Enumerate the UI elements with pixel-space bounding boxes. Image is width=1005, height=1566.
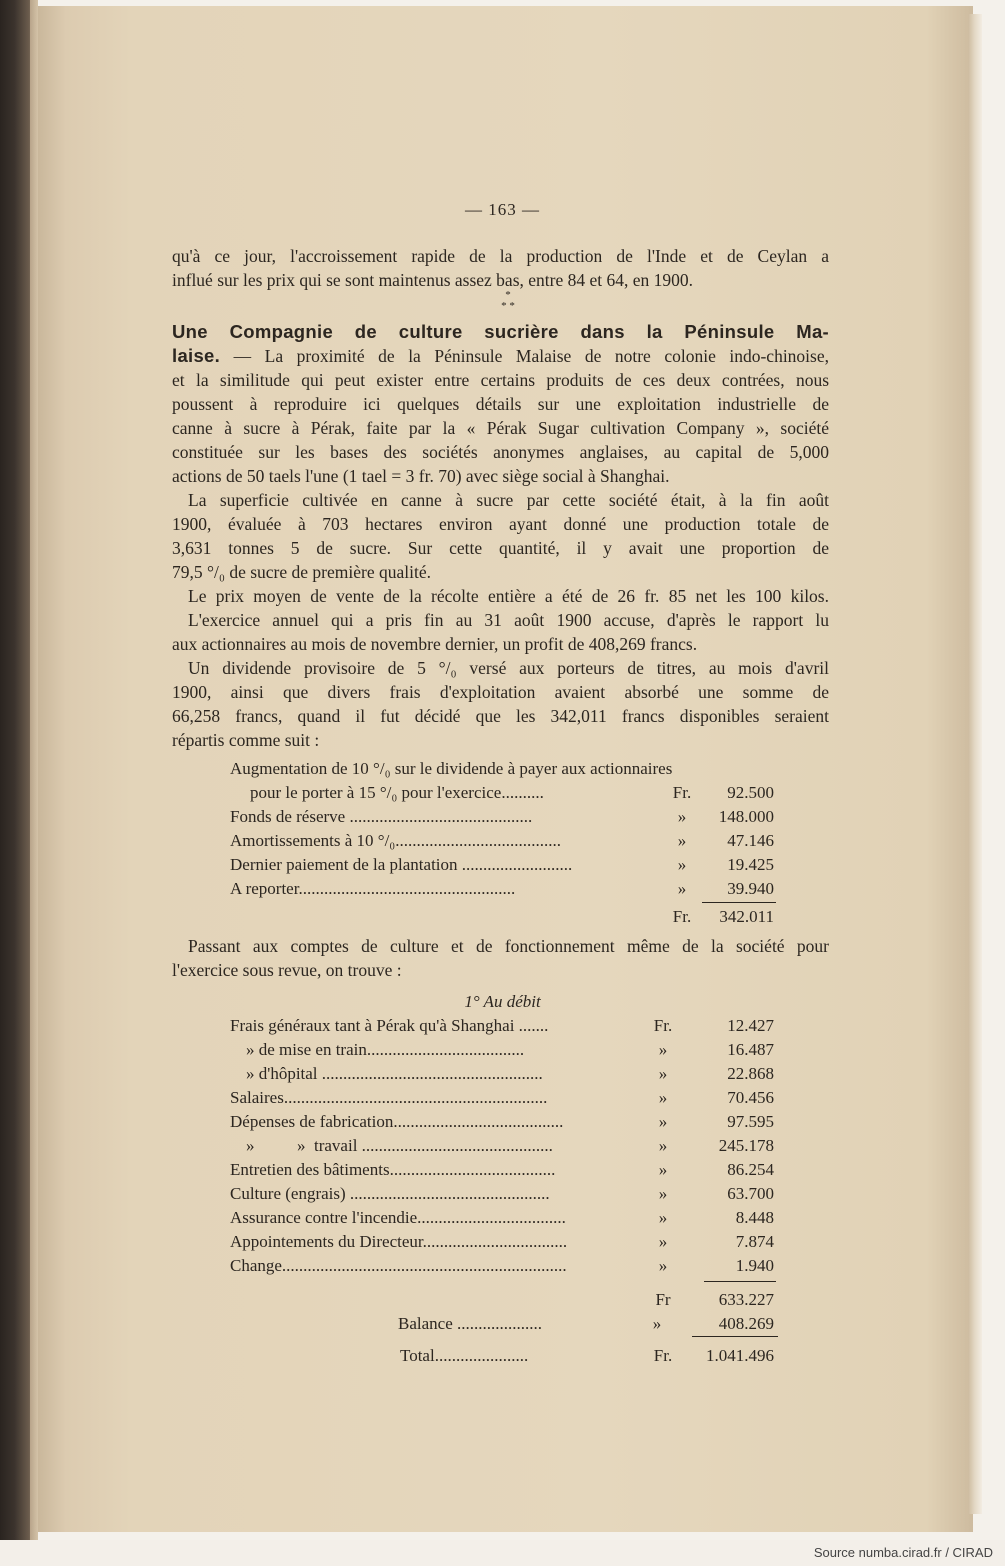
sum-rule — [702, 902, 776, 903]
table-row-label: Augmentation de 10 °/₀ sur le dividende à payer aux actionnaires — [230, 759, 673, 778]
subtotal-unit: Fr — [655, 1290, 671, 1309]
table-row-label: Culture (engrais) ............................................... — [230, 1184, 550, 1203]
table-row-label: Frais généraux tant à Pérak qu'à Shanghai ....... — [230, 1016, 549, 1035]
text-line: poussent à reproduire ici quelques détails sur une exploitation industrielle de — [172, 394, 829, 414]
table-row-label: Change................................................................... — [230, 1256, 567, 1275]
table-row-unit: » — [658, 1256, 668, 1275]
table-row-unit: » — [658, 1064, 668, 1083]
table-row-unit: Fr. — [672, 783, 692, 802]
total-unit: Fr. — [672, 907, 692, 926]
text-line: — La proximité de la Péninsule Malaise de notre colonie indo-chinoise, — [220, 346, 829, 366]
section-heading: Une Compagnie de culture sucrière dans la Péninsule Ma- — [172, 321, 829, 342]
text-line: l'exercice sous revue, on trouve : — [172, 960, 402, 980]
paragraph-surface — [172, 488, 829, 584]
text-line: 3,631 tonnes 5 de sucre. Sur cette quantité, il y avait une proportion de — [172, 538, 829, 558]
total-unit: Fr. — [653, 1346, 673, 1365]
text-line: qu'à ce jour, l'accroissement rapide de la production de l'Inde et de Ceylan a — [172, 246, 829, 266]
subtotal-amount: 633.227 — [718, 1290, 774, 1309]
total-amount: 342.011 — [719, 907, 774, 926]
section-separator-stars: * * * — [501, 289, 515, 312]
debit-title: 1° Au débit — [464, 992, 541, 1011]
table-row-amount: 86.254 — [727, 1160, 774, 1179]
section-heading-end: laise. — [172, 345, 221, 366]
table-row-amount: 47.146 — [727, 831, 774, 850]
table-row-unit: » — [658, 1208, 668, 1227]
text-line: La superficie cultivée en canne à sucre par cette société était, à la fin août — [188, 490, 829, 510]
table-row-unit: Fr. — [653, 1016, 673, 1035]
paragraph-price — [172, 584, 829, 608]
table-row-label: » » travail ............................................. — [246, 1136, 553, 1155]
balance-label: Balance .................... — [398, 1314, 542, 1333]
text-line: constituée sur les bases des sociétés anonymes anglaises, au capital de 5,000 — [172, 442, 829, 462]
paragraph-dividend — [172, 656, 829, 752]
table-row-unit: » — [658, 1112, 668, 1131]
table-row-label: Assurance contre l'incendie................................... — [230, 1208, 566, 1227]
table-row-amount: 16.487 — [727, 1040, 774, 1059]
text-line: Le prix moyen de vente de la récolte entière a été de 26 fr. 85 net les 100 kilos. — [188, 586, 829, 606]
text-line: influé sur les prix qui se sont maintenus assez bas, entre 84 et 64, en 1900. — [172, 270, 694, 290]
text-line: Passant aux comptes de culture et de fonctionnement même de la société pour — [188, 936, 829, 956]
text-line: 1900, ainsi que divers frais d'exploitation avaient absorbé une somme de — [172, 682, 829, 702]
intro-paragraph — [172, 244, 829, 292]
table-row-label: Appointements du Directeur.................................. — [230, 1232, 568, 1251]
table-row-label: Dépenses de fabrication........................................ — [230, 1112, 564, 1131]
total-amount: 1.041.496 — [706, 1346, 774, 1365]
source-credit: Source numba.cirad.fr / CIRAD — [813, 1545, 993, 1560]
text-line: canne à sucre à Pérak, faite par la « Pérak Sugar cultivation Company », société — [172, 418, 829, 438]
table-row-label: Fonds de réserve ........................................... — [230, 807, 533, 826]
table-row-label: » d'hôpital .................................................... — [246, 1064, 543, 1083]
table-row-label: » de mise en train..................................... — [246, 1040, 525, 1059]
total-label: Total...................... — [400, 1346, 529, 1365]
table-row-amount: 245.178 — [718, 1136, 774, 1155]
sum-rule — [704, 1281, 776, 1282]
table-row-unit: » — [677, 879, 687, 898]
table-row-label: A reporter................................................... — [230, 879, 516, 898]
table-row-amount: 7.874 — [735, 1232, 774, 1251]
paragraph-accounts — [172, 934, 829, 982]
page-edge — [968, 14, 982, 1514]
text-line: 79,5 °/₀ de sucre de première qualité. — [172, 562, 431, 582]
table-row-amount: 39.940 — [727, 879, 774, 898]
text-line: 1900, évaluée à 703 hectares environ ayant donné une production totale de — [172, 514, 829, 534]
text-line: aux actionnaires au mois de novembre dernier, un profit de 408,269 francs. — [172, 634, 698, 654]
paragraph-exercise — [172, 608, 829, 656]
table-row-label: pour le porter à 15 °/₀ pour l'exercice.......... — [250, 783, 544, 802]
text-line: actions de 50 taels l'une (1 tael = 3 fr. 70) avec siège social à Shanghai. — [172, 466, 670, 486]
table-row-label: Amortissements à 10 °/₀....................................... — [230, 831, 561, 850]
table-row-label: Dernier paiement de la plantation .......................... — [230, 855, 573, 874]
text-line: L'exercice annuel qui a pris fin au 31 août 1900 accuse, d'après le rapport lu — [188, 610, 829, 630]
table-row-amount: 97.595 — [727, 1112, 774, 1131]
table-row-label: Entretien des bâtiments....................................... — [230, 1160, 556, 1179]
text-line: 66,258 francs, quand il fut décidé que les 342,011 francs disponibles seraient — [172, 706, 829, 726]
text-line: et la similitude qui peut exister entre certains produits de ces deux contrées, nous — [172, 370, 829, 390]
table-row-unit: » — [677, 855, 687, 874]
balance-amount: 408.269 — [718, 1314, 774, 1333]
table-row-amount: 1.940 — [735, 1256, 774, 1275]
table-row-amount: 22.868 — [727, 1064, 774, 1083]
table-row-label: Salaires.............................................................. — [230, 1088, 548, 1107]
table-row-amount: 70.456 — [727, 1088, 774, 1107]
table-row-unit: » — [658, 1040, 668, 1059]
table-row-unit: » — [677, 807, 687, 826]
table-row-unit: » — [658, 1088, 668, 1107]
table-row-unit: » — [658, 1136, 668, 1155]
table-row-amount: 63.700 — [727, 1184, 774, 1203]
total-rule — [692, 1336, 778, 1337]
spine-edge — [30, 0, 38, 1540]
table-row-amount: 12.427 — [727, 1016, 774, 1035]
text-line: répartis comme suit : — [172, 730, 320, 750]
table-row-unit: » — [677, 831, 687, 850]
balance-unit: » — [652, 1314, 662, 1333]
text-line: Un dividende provisoire de 5 °/₀ versé aux porteurs de titres, au mois d'avril — [188, 658, 829, 678]
table-row-unit: » — [658, 1184, 668, 1203]
table-row-amount: 148.000 — [718, 807, 774, 826]
table-row-unit: » — [658, 1160, 668, 1179]
page-number: — 163 — — [465, 200, 540, 219]
table-row-amount: 19.425 — [727, 855, 774, 874]
table-row-unit: » — [658, 1232, 668, 1251]
section-paragraph — [172, 320, 829, 488]
table-row-amount: 8.448 — [735, 1208, 774, 1227]
table-row-amount: 92.500 — [727, 783, 774, 802]
